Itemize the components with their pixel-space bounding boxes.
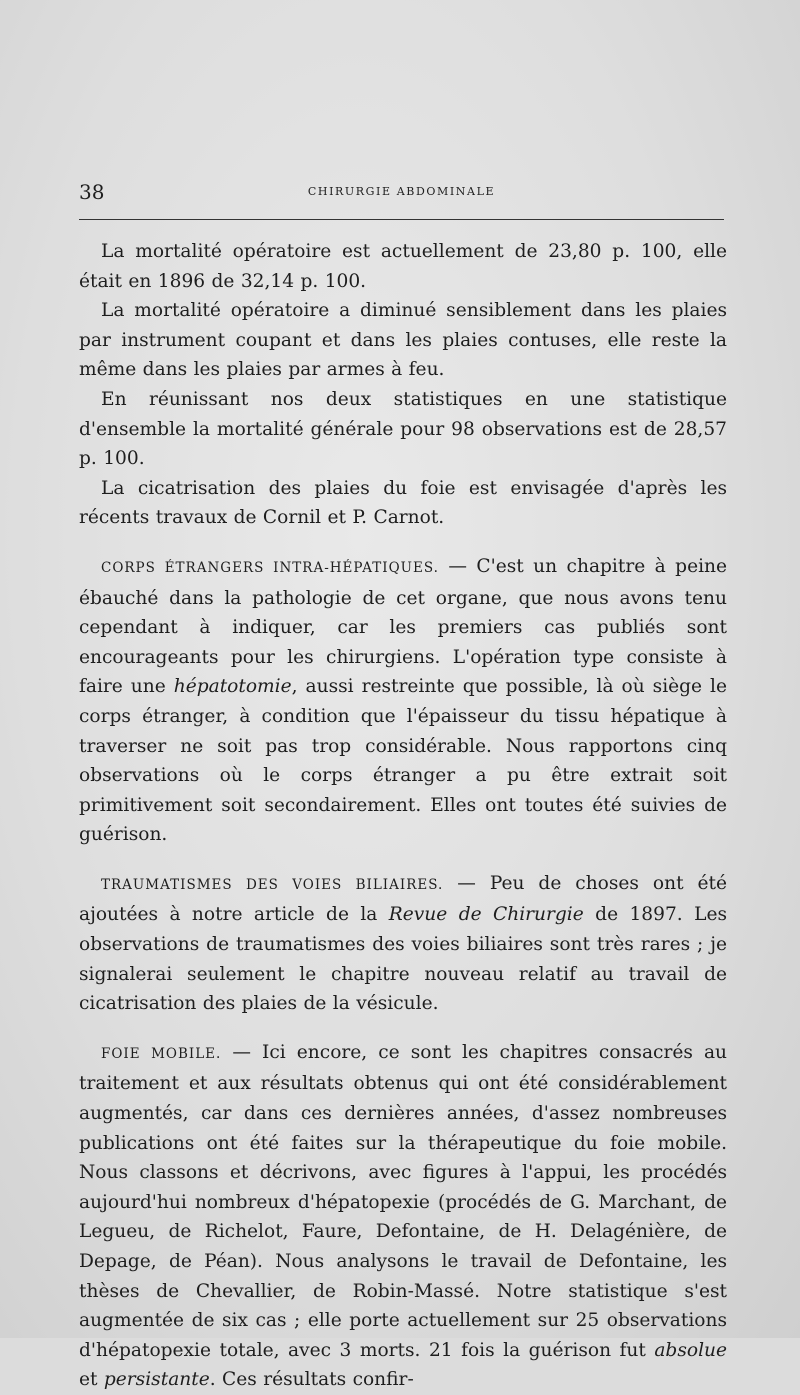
paragraph-cicatrisation: La cicatrisation des plaies du foie est envisagée d'après les récents travaux de Cornil et P. Carnot. (79, 477, 727, 529)
paragraph-mortality-types: La mortalité opératoire a diminué sensiblement dans les plaies par instrument coupant et dans les plaies contuses, elle reste la même dans les plaies par armes à feu. (79, 300, 727, 381)
section-heading-mobile-liver: FOIE MOBILE. (101, 1045, 222, 1062)
section-text: de 1897. Les observations de traumatismes des voies biliaires sont très rares ; je signalerai seulement le chapitre nouveau relatif au travail de cicatrisation des plaies de la vésicule. (79, 904, 728, 1015)
header-rule (79, 219, 724, 220)
running-title: CHIRURGIE ABDOMINALE (307, 185, 496, 198)
italic-term: persistante (103, 1369, 210, 1391)
section-text: , aussi restreinte que possible, là où siège le corps étranger, à condition que l'épaisseur du tissu hépatique à traverser ne soit pas trop considérable. Nous rapportons cinq observations où le corps étranger a pu être extrait soit primitivement soit secondairement. Elles ont toutes été suivies de guérison. (79, 676, 727, 846)
page-number: 38 (79, 180, 105, 204)
italic-term: absolue (654, 1339, 727, 1361)
section-foreign-bodies (79, 552, 727, 850)
italic-term: hépatotomie (173, 676, 292, 698)
section-heading-foreign-bodies: CORPS ÉTRANGERS INTRA-HÉPATIQUES. (101, 559, 439, 576)
section-biliary-trauma (79, 869, 727, 1019)
section-heading-biliary-trauma: TRAUMATISMES DES VOIES BILIAIRES. (101, 876, 444, 893)
journal-title: Revue de Chirurgie (388, 904, 584, 926)
section-text: — Ici encore, ce sont les chapitres consacrés au traitement et aux résultats obtenus qui ont été considérablement augmentés, car dans ces dernières années, d'assez nombreuses publications ont été faites sur la thérapeutique du foie mobile. Nous classons et décrivons, avec figures à l'appui, les procédés aujourd'hui nombreux d'hépatopexie (procédés de G. Marchant, de Legueu, de Richelot, Faure, Defontaine, de H. Delagénière, de Depage, de Péan). Nous analysons le travail de Defontaine, les thèses de Chevallier, de Robin-Massé. Notre statistique s'est augmentée de six cas ; elle porte actuellement sur 25 observations d'hépatopexie totale, avec 3 morts. 21 fois la guérison fut (79, 1041, 728, 1361)
section-text: — Peu de choses ont été ajoutées à notre article de la (79, 872, 727, 926)
section-text: — C'est un chapitre à peine ébauché dans la pathologie de cet organe, que nous avons tenu cependant à indiquer, car les premiers cas publiés sont encourageants pour les chirurgiens. L'opération type consiste à faire une (79, 555, 728, 698)
paragraph-mortality: La mortalité opératoire est actuellement de 23,80 p. 100, elle était en 1896 de 32,14 p. 100. (79, 241, 727, 292)
paragraph-overall-statistics: En réunissant nos deux statistiques en une statistique d'ensemble la mortalité générale pour 98 observations est de 28,57 p. 100. (79, 388, 727, 470)
section-mobile-liver (79, 1038, 727, 1395)
section-text: . Ces résultats confir- (209, 1369, 414, 1391)
body-text (79, 237, 727, 1395)
page-header (79, 180, 724, 210)
section-text: et (79, 1369, 104, 1391)
